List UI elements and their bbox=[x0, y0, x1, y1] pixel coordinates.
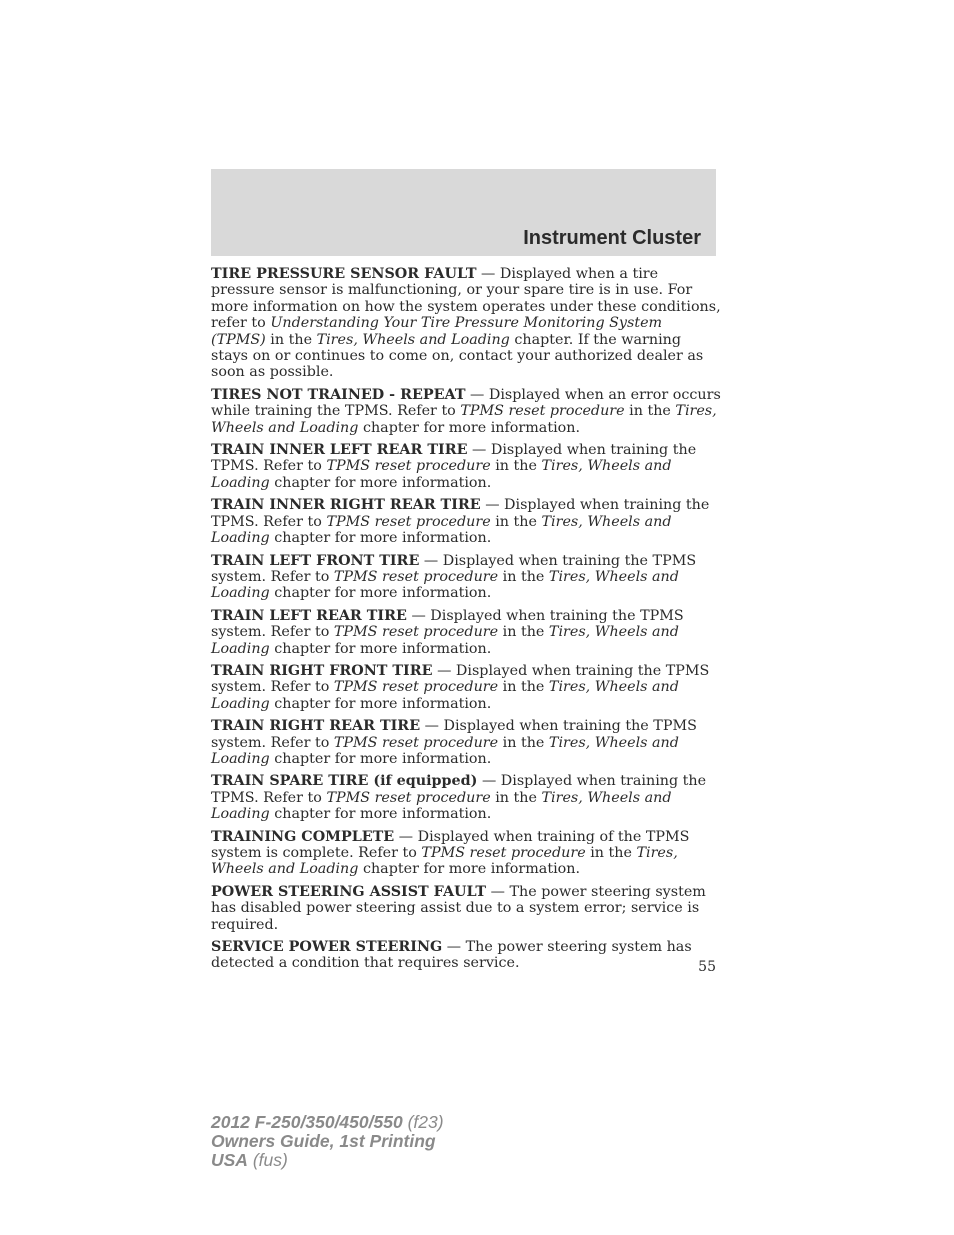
entry-ref: Tires, Wheels and Loading bbox=[211, 845, 678, 878]
entry-train-right-front bbox=[211, 663, 721, 712]
entry-ref: Understanding Your Tire Pressure Monitoring System (TPMS) bbox=[211, 315, 663, 348]
entry-text: in the bbox=[624, 403, 676, 420]
entry-ref: TPMS reset procedure bbox=[421, 845, 586, 861]
footer-model-code: (f23) bbox=[402, 1112, 444, 1132]
entry-term: TRAIN INNER RIGHT REAR TIRE bbox=[211, 497, 481, 514]
entry-text: in the bbox=[585, 845, 637, 861]
footer-line-region bbox=[211, 1151, 444, 1170]
chapter-title: Instrument Cluster bbox=[523, 227, 701, 249]
entry-train-left-rear bbox=[211, 608, 721, 657]
entry-text: — Displayed when training the TPMS. Refer to bbox=[211, 773, 707, 806]
entry-term: TRAIN SPARE TIRE (if equipped) bbox=[211, 773, 478, 790]
entry-text: chapter for more information. bbox=[269, 640, 492, 657]
entry-term: TRAIN INNER LEFT REAR TIRE bbox=[211, 442, 468, 459]
entry-ref: Tires, Wheels and Loading bbox=[211, 789, 672, 823]
entry-text: — Displayed when an error occurs while training the TPMS. Refer to bbox=[211, 386, 721, 420]
entry-text: in the bbox=[490, 789, 542, 806]
footer-line-model bbox=[211, 1113, 444, 1132]
entry-text: — Displayed when training of the TPMS system is complete. Refer to bbox=[211, 828, 690, 861]
entry-service-power-steering bbox=[211, 939, 721, 972]
document-footer bbox=[211, 1113, 444, 1170]
entry-text: — The power steering system has disabled power steering assist due to a system error; service is required. bbox=[211, 883, 706, 933]
entry-text: chapter. If the warning stays on or continues to come on, contact your authorized dealer as soon as possible. bbox=[211, 331, 704, 381]
entry-term: SERVICE POWER STEERING bbox=[211, 939, 443, 956]
entry-term: TIRE PRESSURE SENSOR FAULT bbox=[211, 266, 477, 282]
chapter-header-bar bbox=[211, 169, 716, 256]
entry-text: chapter for more information. bbox=[358, 861, 580, 878]
entry-tires-not-trained bbox=[211, 387, 721, 436]
entry-train-inner-left-rear bbox=[211, 442, 721, 491]
entry-term: POWER STEERING ASSIST FAULT bbox=[211, 883, 487, 900]
entry-text: — Displayed when training the TPMS system. Refer to bbox=[211, 552, 697, 585]
entry-text: in the bbox=[498, 734, 549, 751]
entry-tire-pressure-sensor-fault bbox=[211, 266, 721, 381]
entry-text: chapter for more information. bbox=[269, 530, 492, 547]
entry-ref: Tires, Wheels and Loading bbox=[211, 403, 717, 436]
entry-ref: TPMS reset procedure bbox=[333, 734, 499, 751]
entry-text: — Displayed when training the TPMS system. Refer to bbox=[211, 662, 710, 696]
page-number: 55 bbox=[698, 959, 716, 975]
entry-text: — Displayed when training the TPMS system. Refer to bbox=[211, 718, 697, 751]
entry-ref: TPMS reset procedure bbox=[333, 679, 499, 696]
entry-train-left-front bbox=[211, 553, 721, 602]
entry-text: in the bbox=[490, 513, 542, 530]
entry-text: in the bbox=[498, 568, 549, 585]
entry-ref: TPMS reset procedure bbox=[333, 568, 499, 585]
entry-text: chapter for more information. bbox=[269, 474, 492, 491]
page-content bbox=[211, 266, 721, 978]
entry-term: TRAIN LEFT FRONT TIRE bbox=[211, 552, 420, 569]
entry-ref: Tires, Wheels and Loading bbox=[316, 331, 510, 348]
entry-text: in the bbox=[265, 331, 317, 348]
entry-text: chapter for more information. bbox=[269, 585, 492, 602]
entry-text: chapter for more information. bbox=[358, 419, 580, 436]
entry-term: TRAIN RIGHT FRONT TIRE bbox=[211, 662, 433, 679]
footer-guide: Owners Guide, 1st Printing bbox=[211, 1131, 436, 1151]
entry-text: in the bbox=[498, 624, 549, 641]
footer-region-code: (fus) bbox=[247, 1150, 288, 1170]
entry-train-right-rear bbox=[211, 718, 721, 767]
entry-ref: Tires, Wheels and Loading bbox=[211, 458, 672, 491]
footer-line-guide bbox=[211, 1132, 444, 1151]
entry-train-inner-right-rear bbox=[211, 497, 721, 546]
entry-ref: Tires, Wheels and Loading bbox=[211, 734, 679, 767]
entry-text: chapter for more information. bbox=[269, 750, 492, 767]
entry-ref: TPMS reset procedure bbox=[460, 403, 625, 420]
entry-text: — Displayed when training the TPMS. Refer to bbox=[211, 442, 697, 475]
entry-ref: Tires, Wheels and Loading bbox=[211, 624, 679, 657]
entry-term: TRAINING COMPLETE bbox=[211, 828, 395, 845]
footer-model: 2012 F-250/350/450/550 bbox=[211, 1112, 403, 1132]
entry-text: — Displayed when training the TPMS system. Refer to bbox=[211, 607, 684, 641]
entry-text: — Displayed when a tire pressure sensor is malfunctioning, or your spare tire is in use. For more information on how the system operates under these conditions, refer to bbox=[211, 266, 721, 332]
entry-term: TRAIN LEFT REAR TIRE bbox=[211, 607, 407, 624]
entry-ref: TPMS reset procedure bbox=[333, 624, 499, 641]
entry-ref: TPMS reset procedure bbox=[326, 458, 491, 475]
footer-region: USA bbox=[211, 1150, 248, 1170]
entry-power-steering-assist-fault bbox=[211, 884, 721, 933]
entry-ref: Tires, Wheels and Loading bbox=[211, 513, 672, 547]
entry-ref: Tires, Wheels and Loading bbox=[211, 568, 679, 602]
entry-term: TIRES NOT TRAINED - REPEAT bbox=[211, 386, 466, 403]
entry-text: — The power steering system has detected a condition that requires service. bbox=[211, 939, 692, 972]
entry-text: in the bbox=[490, 458, 542, 475]
entry-text: — Displayed when training the TPMS. Refer to bbox=[211, 497, 710, 530]
entry-term: TRAIN RIGHT REAR TIRE bbox=[211, 718, 421, 735]
entry-ref: Tires, Wheels and Loading bbox=[211, 679, 679, 712]
entry-train-spare bbox=[211, 773, 721, 822]
entry-training-complete bbox=[211, 829, 721, 878]
entry-text: chapter for more information. bbox=[269, 806, 492, 823]
entry-text: in the bbox=[498, 679, 549, 696]
entry-ref: TPMS reset procedure bbox=[326, 513, 491, 530]
entry-ref: TPMS reset procedure bbox=[326, 789, 491, 806]
entry-text: chapter for more information. bbox=[269, 695, 492, 712]
